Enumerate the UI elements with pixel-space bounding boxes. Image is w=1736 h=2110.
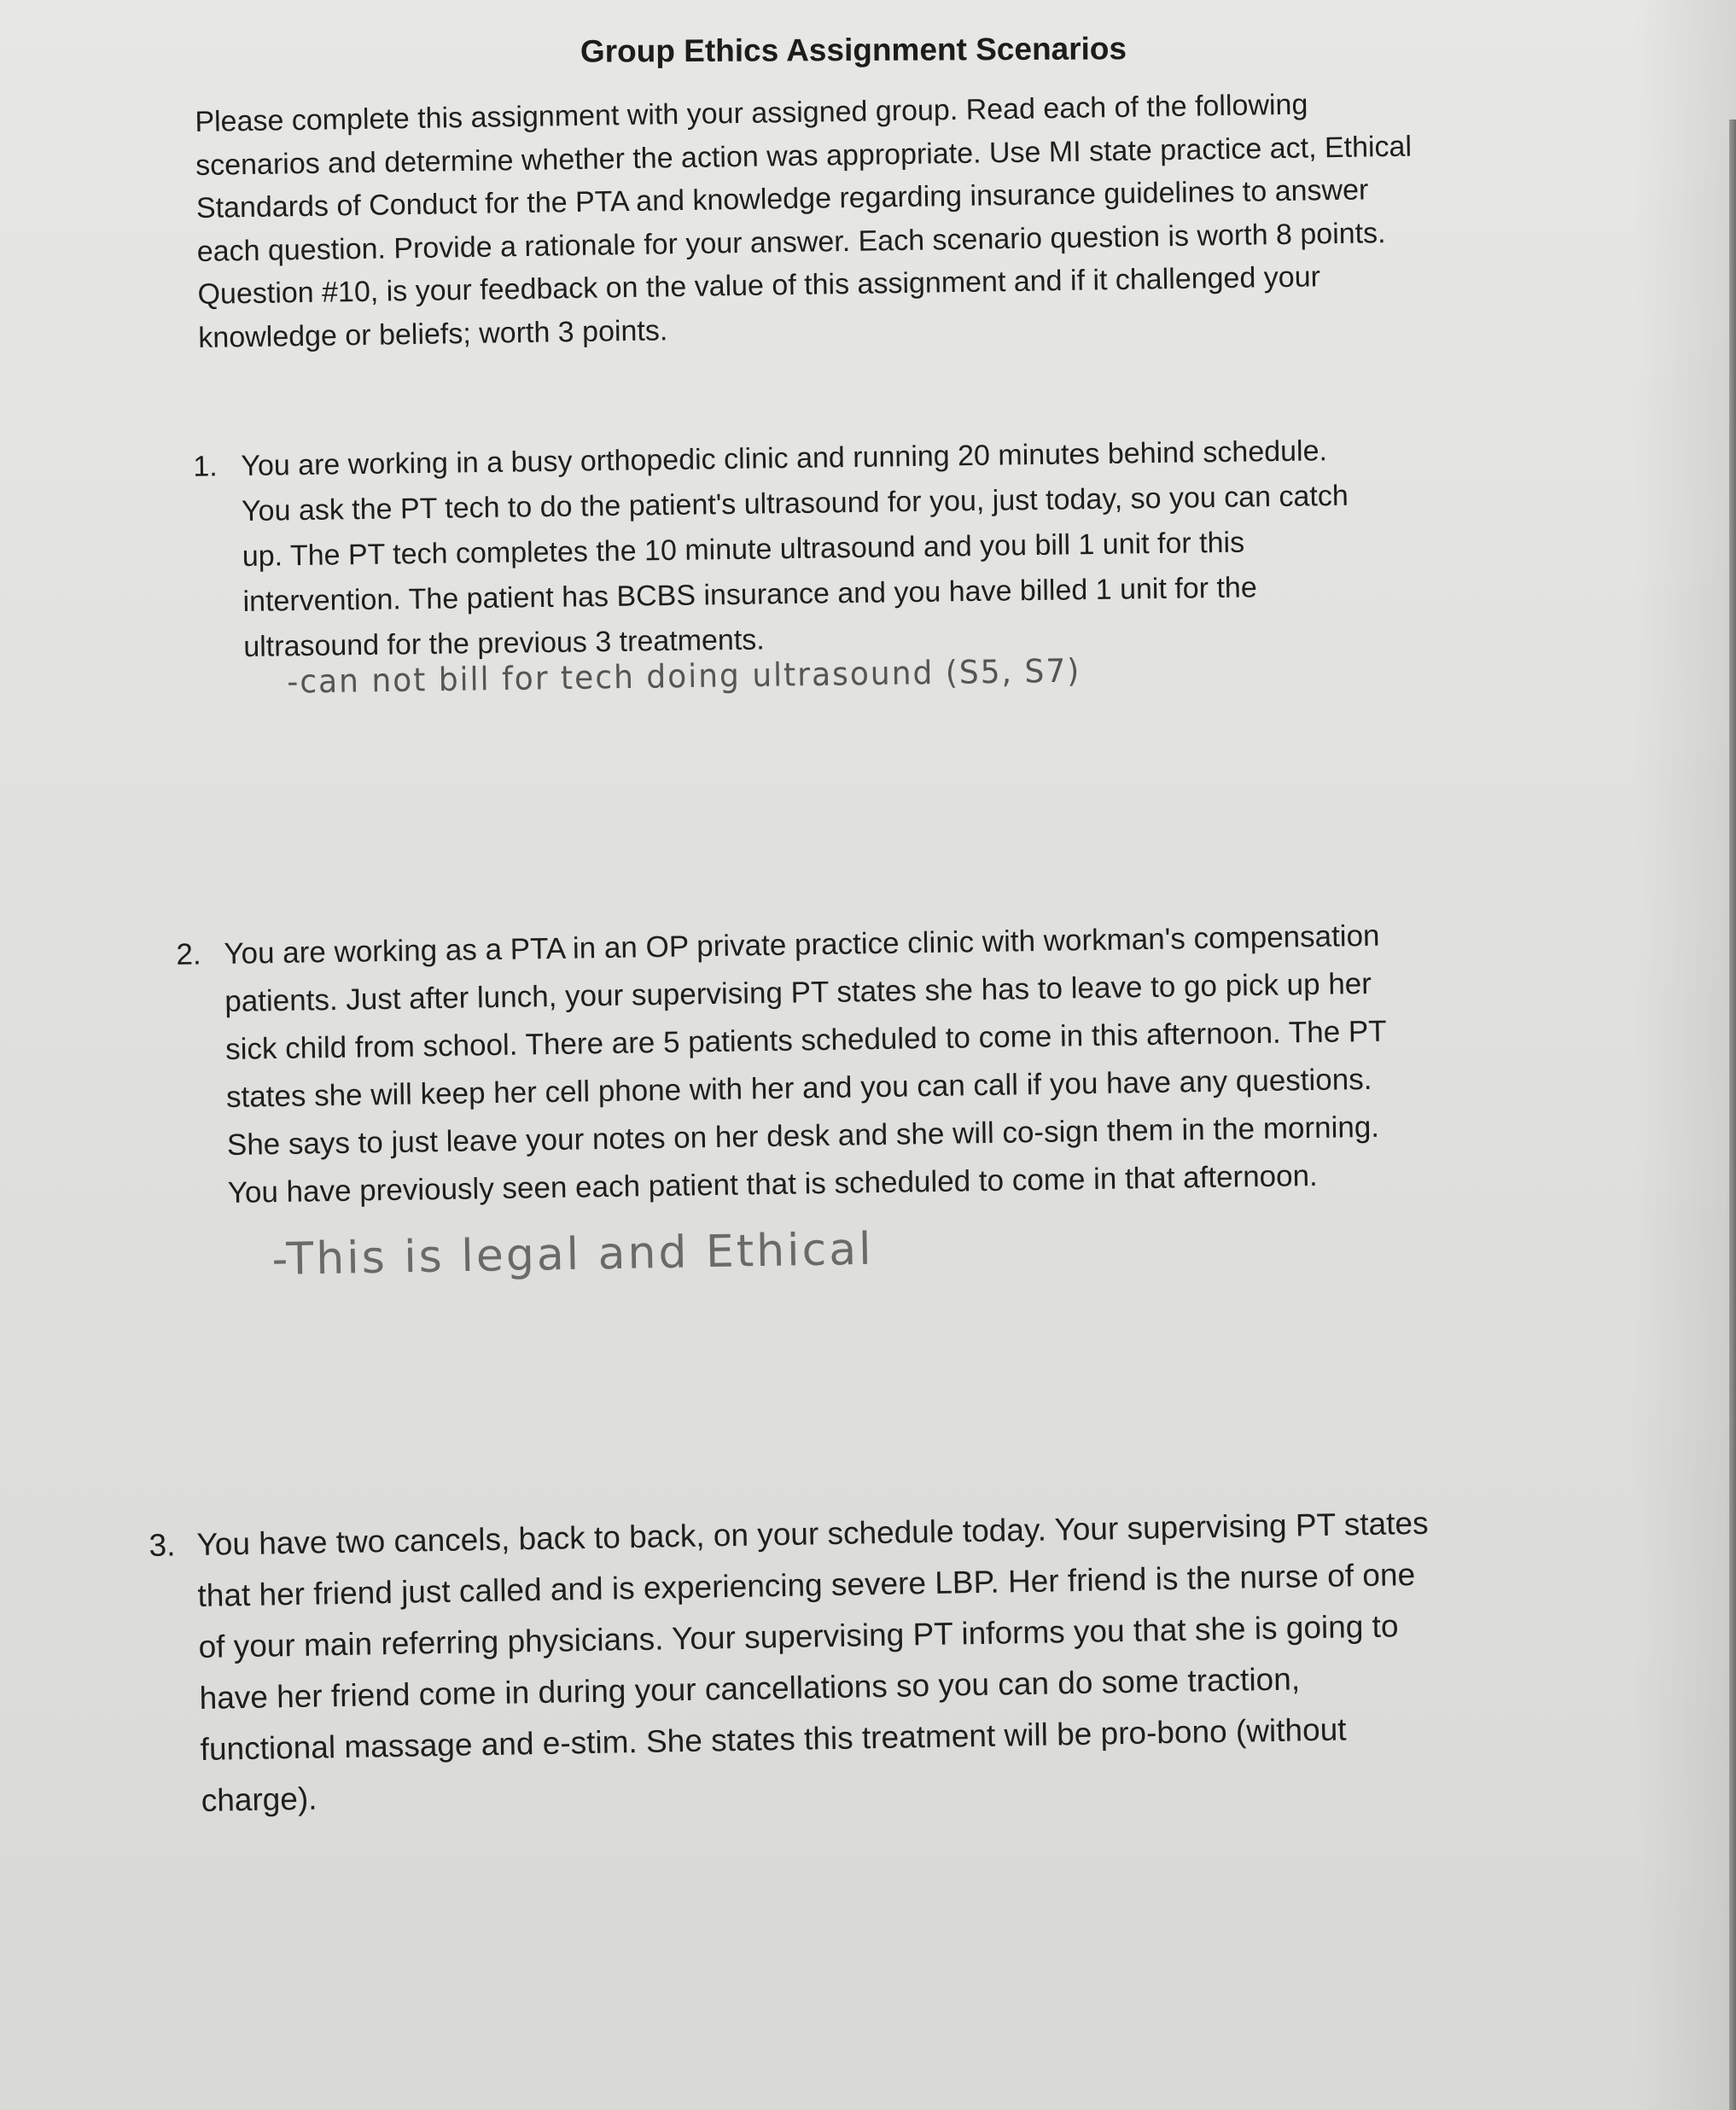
intro-line: knowledge or beliefs; worth 3 points. — [198, 313, 668, 354]
question-number: 3. — [149, 1527, 176, 1563]
question-line: patients. Just after lunch, your supervising PT states she has to leave to go pick up her — [224, 966, 1372, 1018]
intro-line: Question #10, is your feedback on the value of this assignment and if it challenged your — [197, 260, 1321, 311]
question-line: sick child from school. There are 5 patients scheduled to come in this afternoon. The PT — [224, 1014, 1387, 1066]
question-2 — [176, 912, 1389, 1217]
question-line: You have two cancels, back to back, on your schedule today. Your supervising PT states — [196, 1505, 1429, 1562]
intro-line: each question. Provide a rationale for your answer. Each scenario question is worth 8 points. — [196, 216, 1386, 268]
question-line: You are working as a PTA in an OP private practice clinic with workman's compensation — [224, 918, 1380, 970]
question-line: You ask the PT tech to do the patient's ultrasound for you, just today, so you can catch — [241, 479, 1349, 528]
question-line: states she will keep her cell phone with her and you can call if you have any questions. — [225, 1062, 1372, 1114]
question-line: She says to just leave your notes on her desk and she will co-sign them in the morning. — [226, 1110, 1380, 1162]
question-line: ultrasound for the previous 3 treatments. — [243, 623, 765, 663]
question-line: charge). — [201, 1781, 317, 1818]
intro-line: Please complete this assignment with your assigned group. Read each of the following — [195, 88, 1308, 138]
question-line: of your main referring physicians. Your supervising PT informs you that she is going to — [198, 1608, 1399, 1664]
question-line: functional massage and e-stim. She states this treatment will be pro-bono (without — [200, 1711, 1347, 1767]
question-line: up. The PT tech completes the 10 minute ultrasound and you bill 1 unit for this — [242, 526, 1245, 573]
question-line: intervention. The patient has BCBS insurance and you have billed 1 unit for the — [242, 571, 1257, 618]
handwritten-answer-2: -This is legal and Ethical — [271, 1223, 874, 1285]
question-line: that her friend just called and is experiencing severe LBP. Her friend is the nurse of one — [197, 1557, 1416, 1613]
question-3 — [149, 1498, 1433, 1827]
page-shadow — [1634, 0, 1736, 2110]
question-1 — [193, 428, 1350, 670]
question-number: 2. — [176, 937, 201, 971]
document-title: Group Ethics Assignment Scenarios — [580, 31, 1127, 69]
intro-paragraph — [195, 82, 1415, 359]
question-line: You have previously seen each patient that is scheduled to come in that afternoon. — [227, 1158, 1319, 1209]
question-number: 1. — [193, 450, 218, 483]
question-line: have her friend come in during your cancellations so you can do some traction, — [199, 1661, 1301, 1716]
intro-line: scenarios and determine whether the action was appropriate. Use MI state practice act, Ethical — [195, 130, 1413, 182]
question-line: You are working in a busy orthopedic clinic and running 20 minutes behind schedule. — [241, 434, 1328, 482]
intro-line: Standards of Conduct for the PTA and knowledge regarding insurance guidelines to answer — [195, 173, 1369, 224]
page-edge — [1729, 119, 1736, 2110]
handwritten-answer-1: -can not bill for tech doing ultrasound (S5, S7) — [287, 653, 1081, 702]
